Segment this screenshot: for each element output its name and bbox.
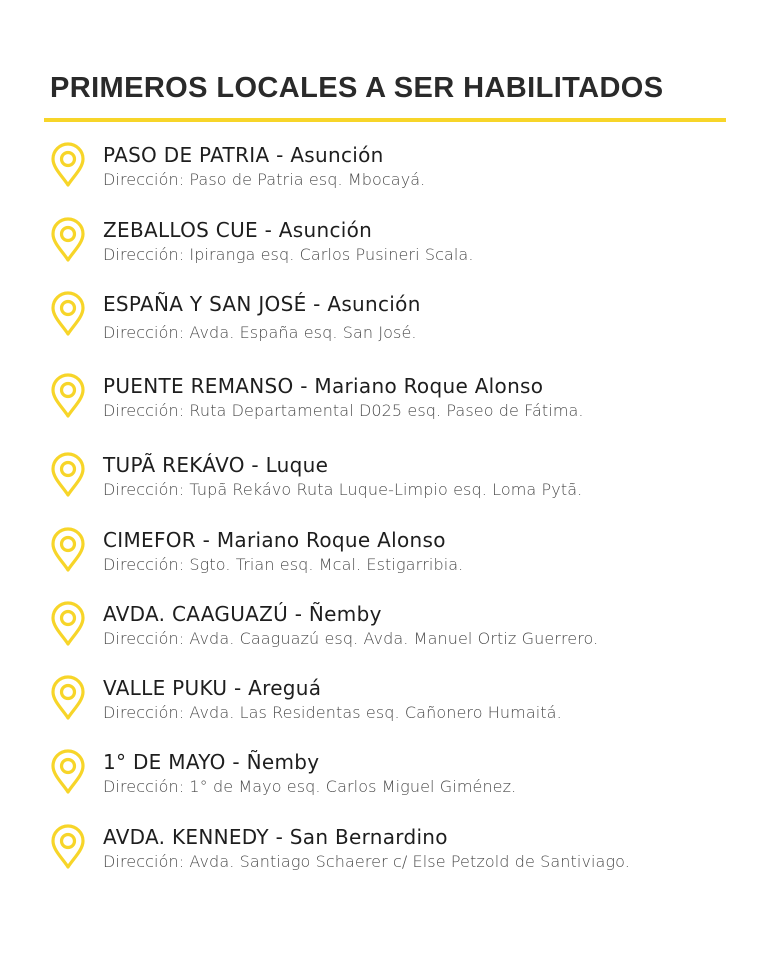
location-name: ZEBALLOS CUE - Asunción [103, 218, 373, 242]
location-item [0, 291, 770, 361]
location-name: PUENTE REMANSO - Mariano Roque Alonso [103, 374, 544, 398]
location-pin-icon [50, 452, 86, 498]
location-item [0, 217, 770, 287]
location-item [0, 527, 770, 597]
location-name: AVDA. KENNEDY - San Bernardino [103, 825, 448, 849]
location-pin-icon [50, 824, 86, 870]
location-address: Dirección: Ruta Departamental D025 esq. Paseo de Fátima. [103, 401, 584, 420]
location-name: PASO DE PATRIA - Asunción [103, 143, 384, 167]
location-name: ESPAÑA Y SAN JOSÉ - Asunción [103, 292, 421, 316]
location-pin-icon [50, 373, 86, 419]
location-address: Dirección: Sgto. Trian esq. Mcal. Estigarribia. [103, 555, 464, 574]
location-address: Dirección: Avda. España esq. San José. [103, 323, 417, 342]
location-address: Dirección: Avda. Santiago Schaerer c/ Else Petzold de Santiviago. [103, 852, 630, 871]
location-pin-icon [50, 675, 86, 721]
location-pin-icon [50, 601, 86, 647]
location-address: Dirección: Ipiranga esq. Carlos Pusineri Scala. [103, 245, 474, 264]
location-item [0, 824, 770, 904]
location-pin-icon [50, 749, 86, 795]
location-name: TUPÃ REKÁVO - Luque [103, 453, 329, 477]
location-address: Dirección: 1° de Mayo esq. Carlos Miguel Giménez. [103, 777, 517, 796]
location-item [0, 452, 770, 522]
page-title: PRIMEROS LOCALES A SER HABILITADOS [50, 72, 664, 104]
location-pin-icon [50, 527, 86, 573]
location-name: AVDA. CAAGUAZÚ - Ñemby [103, 602, 382, 626]
location-item [0, 601, 770, 671]
location-pin-icon [50, 291, 86, 337]
location-address: Dirección: Paso de Patria esq. Mbocayá. [103, 170, 426, 189]
location-address: Dirección: Avda. Las Residentas esq. Cañonero Humaitá. [103, 703, 562, 722]
location-name: CIMEFOR - Mariano Roque Alonso [103, 528, 446, 552]
location-address: Dirección: Avda. Caaguazú esq. Avda. Manuel Ortiz Guerrero. [103, 629, 599, 648]
location-item [0, 749, 770, 819]
location-pin-icon [50, 142, 86, 188]
location-item [0, 142, 770, 212]
location-address: Dirección: Tupã Rekávo Ruta Luque-Limpio esq. Loma Pytã. [103, 480, 583, 499]
location-name: 1° DE MAYO - Ñemby [103, 750, 320, 774]
location-pin-icon [50, 217, 86, 263]
location-item [0, 675, 770, 745]
location-item [0, 373, 770, 443]
title-underline [44, 118, 726, 122]
location-name: VALLE PUKU - Areguá [103, 676, 322, 700]
